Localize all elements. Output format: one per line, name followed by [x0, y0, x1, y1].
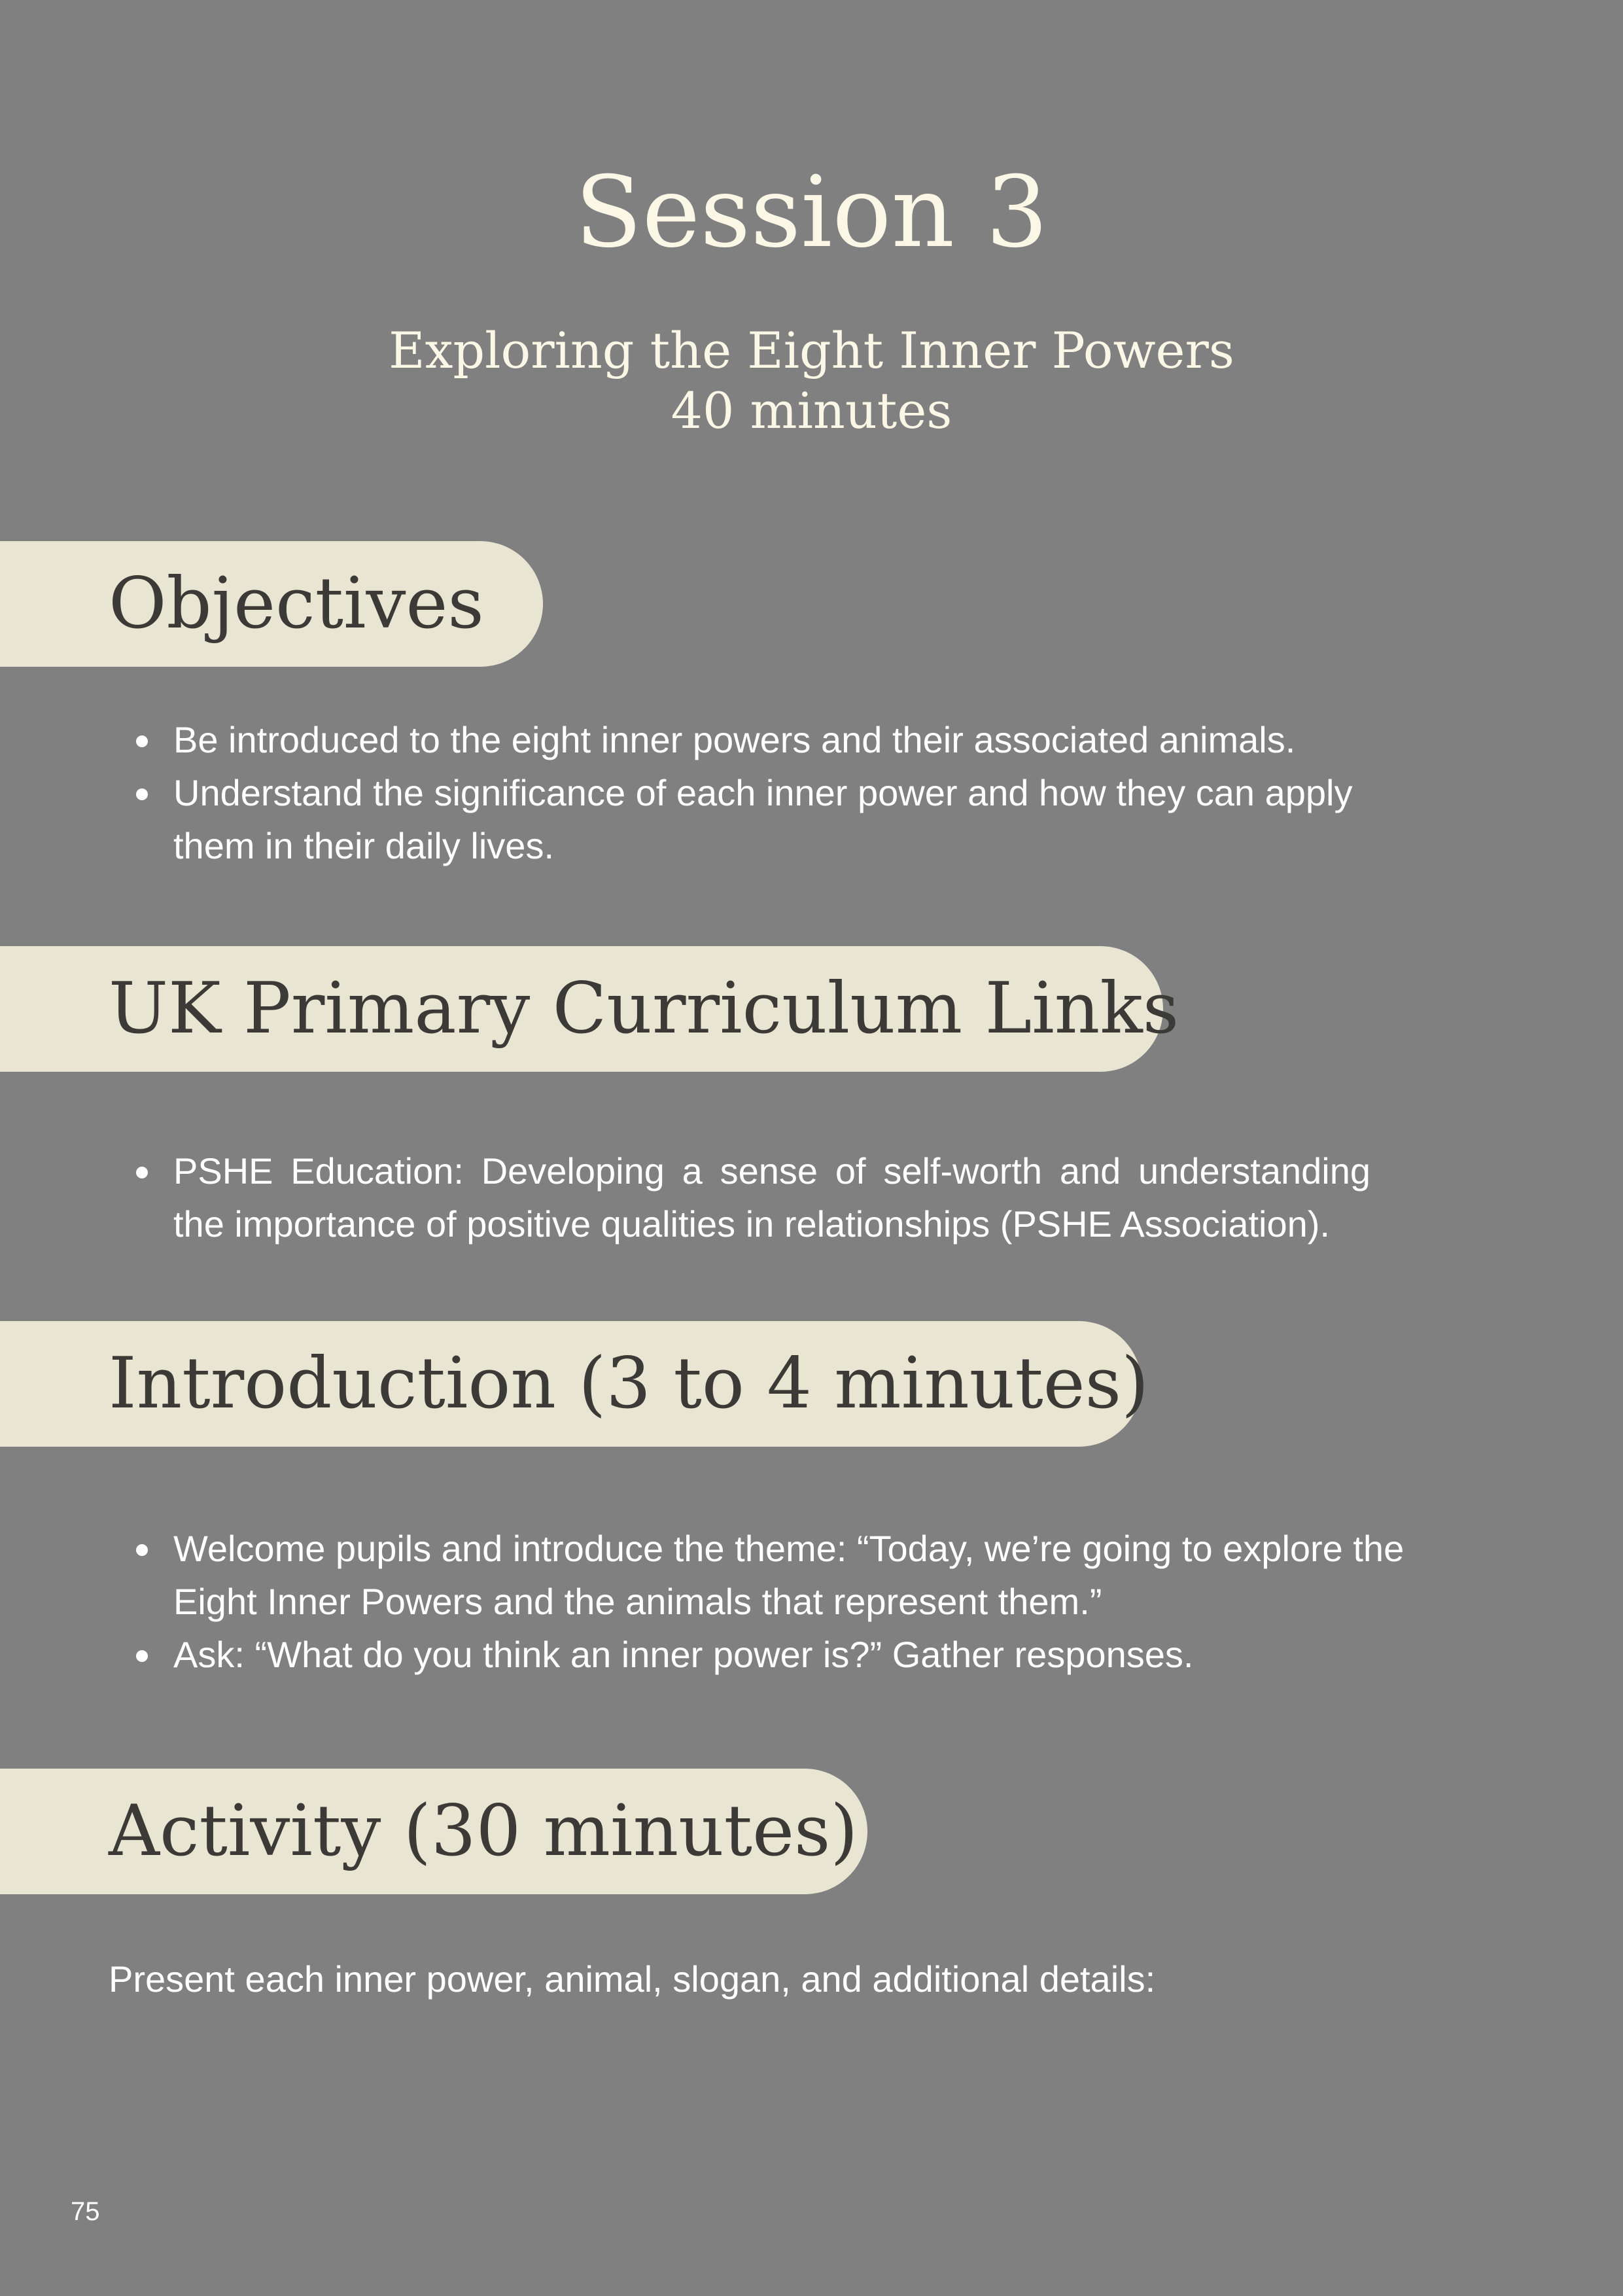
session-subtitle: Exploring the Eight Inner Powers	[389, 321, 1234, 380]
curriculum-list	[0, 1144, 1370, 1250]
list-item: Ask: “What do you think an inner power is?” Gather responses.	[0, 1628, 1416, 1681]
list-item: Welcome pupils and introduce the theme: “Today, we’re going to explore the Eight Inner Powers and the animals that represent them.”	[0, 1522, 1416, 1628]
activity-heading-banner	[0, 1769, 867, 1894]
list-item: Be introduced to the eight inner powers and their associated animals.	[0, 713, 1416, 766]
introduction-heading: Introduction (3 to 4 minutes)	[109, 1343, 1149, 1424]
activity-heading: Activity (30 minutes)	[109, 1790, 858, 1872]
page-number: 75	[71, 2197, 100, 2226]
introduction-heading-banner	[0, 1321, 1149, 1447]
session-duration: 40 minutes	[671, 381, 952, 440]
page-title: Session 3	[574, 156, 1049, 270]
objectives-heading: Objectives	[109, 563, 484, 645]
curriculum-heading-banner	[0, 946, 1179, 1072]
introduction-list	[0, 1522, 1416, 1681]
list-item: PSHE Education: Developing a sense of self-worth and understanding the importance of positive qualities in relationships (PSHE Association).	[0, 1144, 1370, 1250]
list-item: Understand the significance of each inner power and how they can apply them in their daily lives.	[0, 766, 1416, 872]
objectives-list	[0, 713, 1416, 872]
objectives-heading-banner	[0, 541, 543, 667]
curriculum-heading: UK Primary Curriculum Links	[109, 968, 1179, 1050]
activity-description: Present each inner power, animal, slogan, and additional details:	[109, 1958, 1156, 2000]
